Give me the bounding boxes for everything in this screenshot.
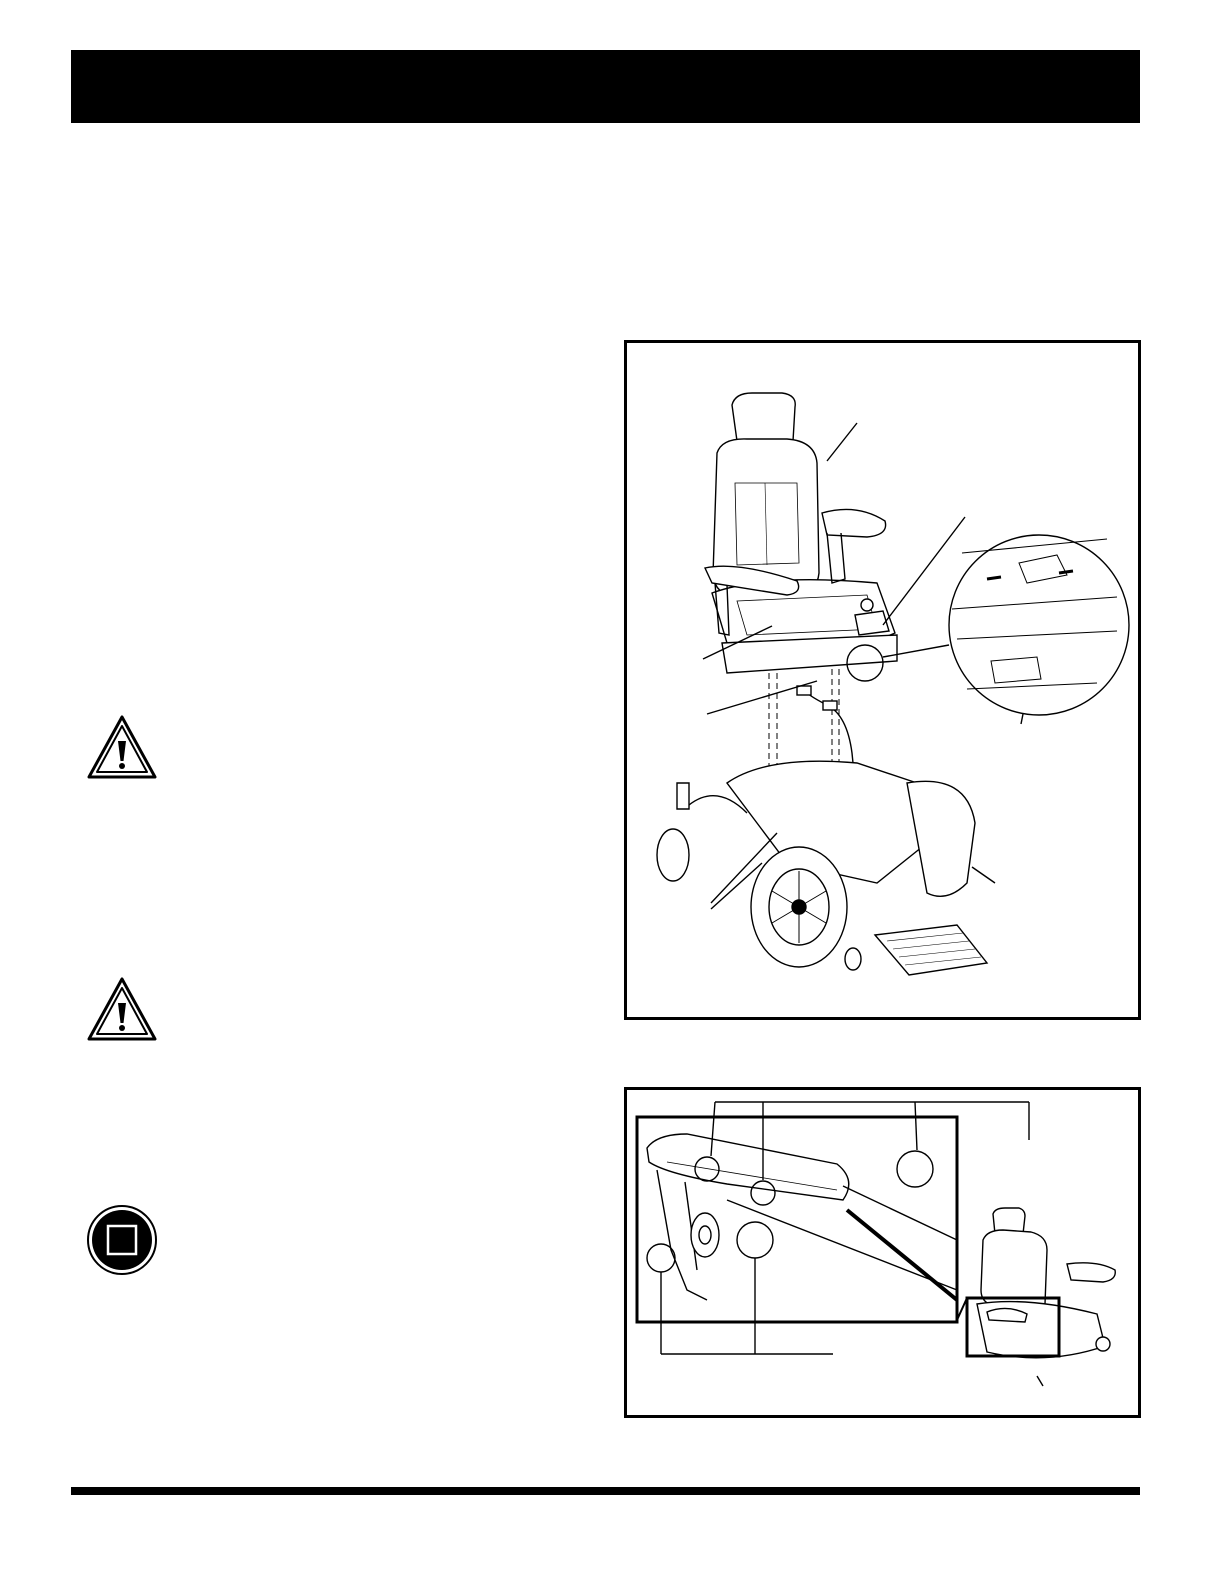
seat-installation-figure bbox=[624, 340, 1141, 1020]
warning-triangle-icon bbox=[86, 714, 158, 780]
armrest-detail-drawing bbox=[627, 1090, 1138, 1415]
seat-installation-drawing bbox=[627, 343, 1138, 1017]
header-bar bbox=[71, 50, 1140, 123]
armrest-detail-figure bbox=[624, 1087, 1141, 1418]
mandatory-action-icon bbox=[86, 1204, 158, 1276]
warning-triangle-icon bbox=[86, 976, 158, 1042]
footer-rule bbox=[71, 1487, 1140, 1495]
